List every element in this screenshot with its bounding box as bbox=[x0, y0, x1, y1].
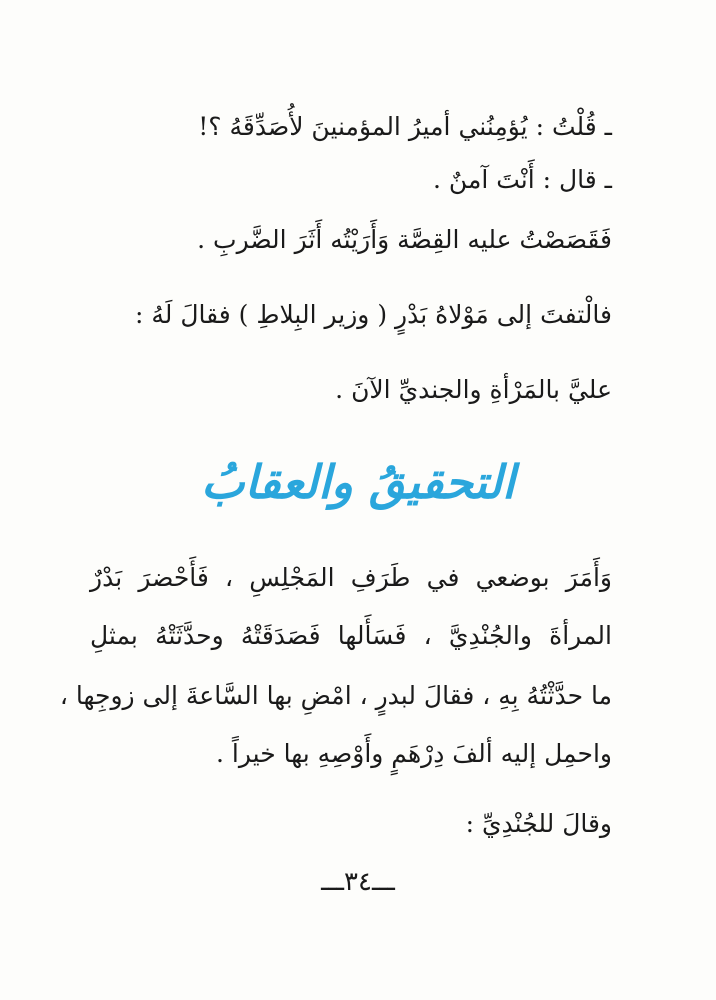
paragraph-said-to-soldier: وقالَ للجُنْدِيِّ : bbox=[465, 809, 612, 838]
paragraph-story-told: فَقَصَصْتُ عليه القِصَّة وَأَرَيْتُه أَثَرَ الضَّربِ . bbox=[197, 225, 612, 254]
paragraph-line-2: المرأةَ والجُنْدِيَّ ، فَسَأَلها فَصَدَقَتْهُ وحدَّثَتْهُ بمثلِ bbox=[90, 621, 612, 650]
paragraph-turned-to-badr: فالْتفتَ إلى مَوْلاهُ بَدْرٍ ( وزير البِلاطِ ) فقالَ لَهُ : bbox=[135, 300, 612, 329]
paragraph-line-4: واحمِل إليه ألفَ دِرْهَمٍ وأَوْصِهِ بها خيراً . bbox=[216, 739, 612, 768]
paragraph-line-1: وَأَمَرَ بوضعي في طَرَفِ المَجْلِسِ ، فَأَحْضرَ بَدْرٌ bbox=[90, 563, 612, 592]
dialogue-line-1: ـ قُلْتُ : يُؤمِنُني أميرُ المؤمنينَ لأُصَدِّقَهُ ؟! bbox=[198, 112, 612, 141]
dialogue-line-2: ـ قال : أَنْتَ آمنٌ . bbox=[433, 165, 612, 194]
section-heading: التحقيقُ والعقابُ bbox=[201, 455, 515, 509]
paragraph-bring-them: عليَّ بالمَرْأةِ والجنديِّ الآنَ . bbox=[335, 375, 612, 404]
page-number: ـــ٣٤ـــ bbox=[321, 867, 395, 897]
paragraph-line-3: ما حدَّثْتُهُ بِهِ ، فقالَ لبدرٍ ، امْضِ بها السَّاعةَ إلى زوجِها ، bbox=[59, 681, 612, 710]
